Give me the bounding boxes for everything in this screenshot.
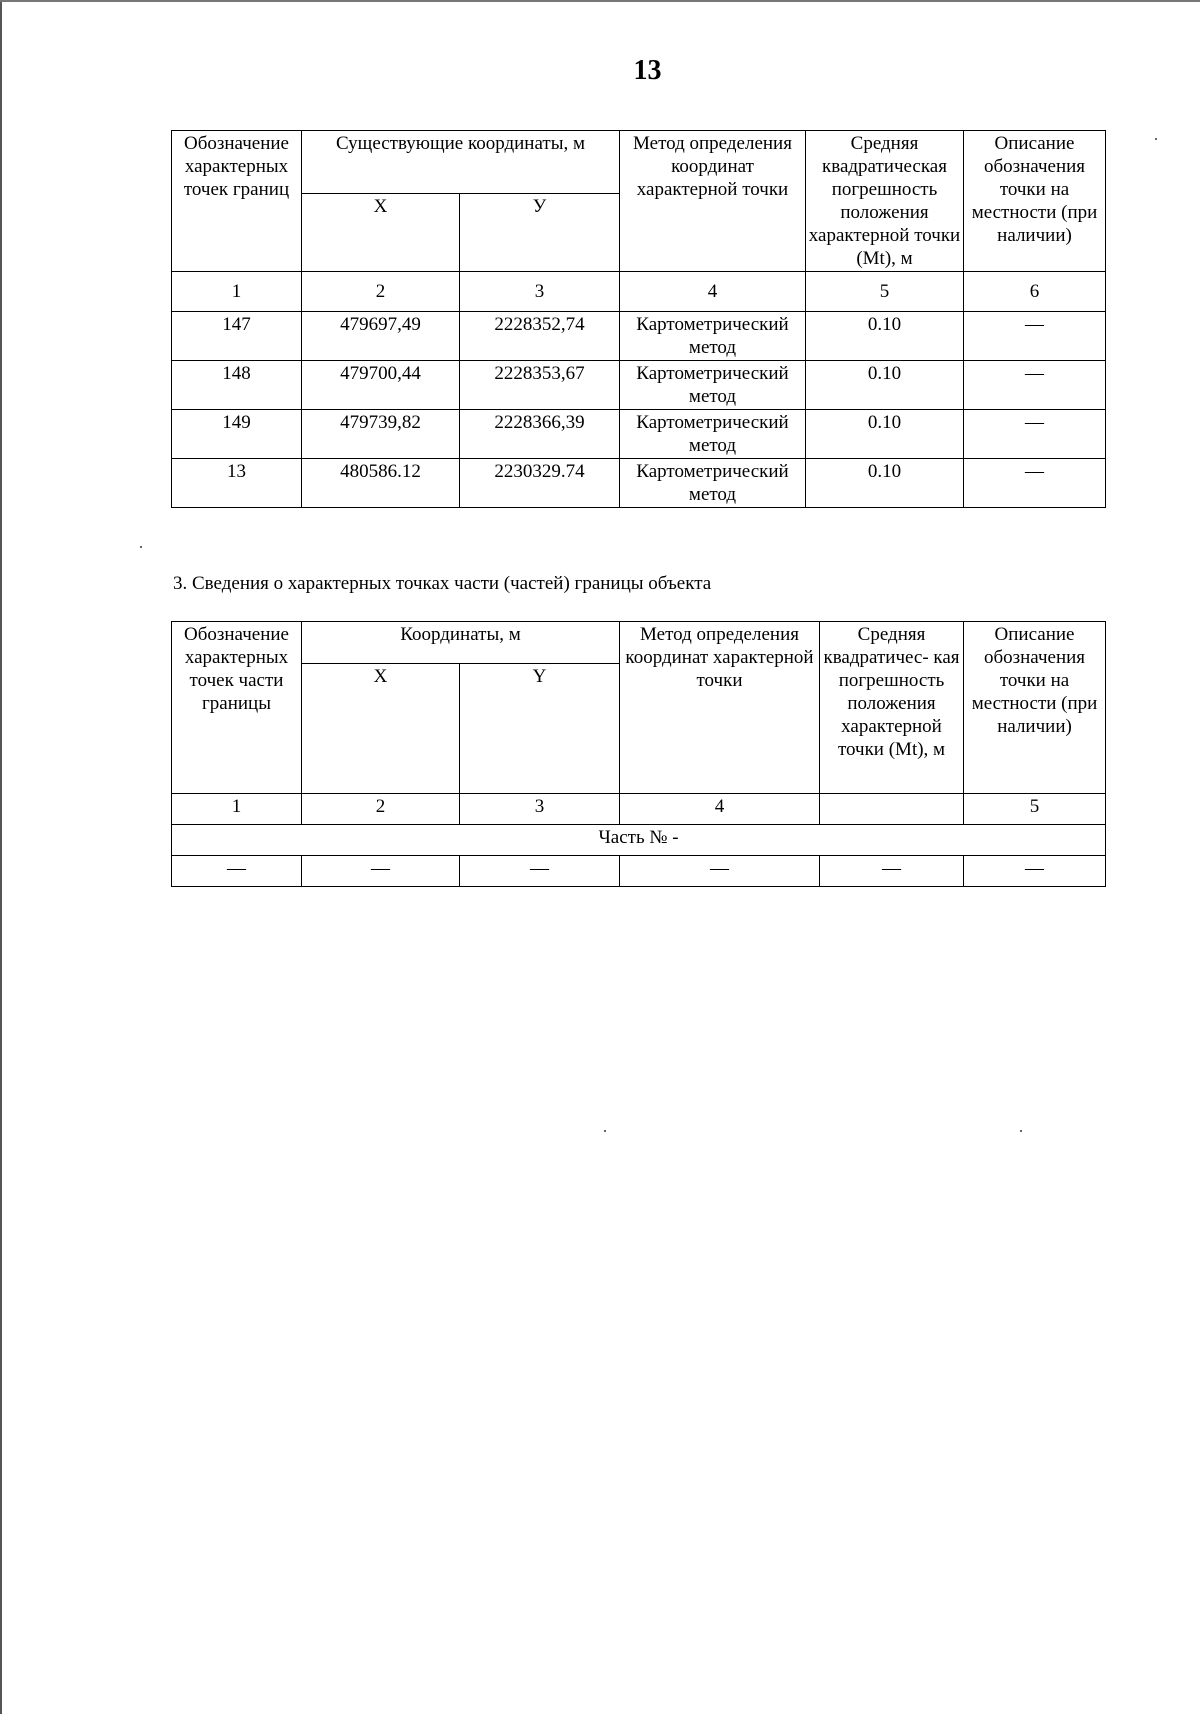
- column-number: 1: [172, 272, 302, 312]
- x-cell: 479697,49: [302, 312, 460, 361]
- y-cell: 2228352,74: [460, 312, 620, 361]
- header-x: X: [302, 664, 460, 794]
- table-row: [172, 856, 1106, 887]
- dash-cell: —: [460, 856, 620, 887]
- x-cell: 479700,44: [302, 361, 460, 410]
- description-cell: —: [964, 312, 1106, 361]
- column-number: 2: [302, 794, 460, 825]
- page-number: 13: [633, 55, 662, 86]
- column-number: 6: [964, 272, 1106, 312]
- header-coordinates: Существующие координаты, м: [302, 131, 620, 194]
- y-cell: 2228366,39: [460, 410, 620, 459]
- point-cell: 149: [172, 410, 302, 459]
- part-label-row: [172, 825, 1106, 856]
- method-cell: Картометрический метод: [620, 410, 806, 459]
- page-edge-left: [0, 0, 2, 1714]
- table-row: [172, 410, 1106, 459]
- method-cell: Картометрический метод: [620, 361, 806, 410]
- section-heading: 3. Сведения о характерных точках части (частей) границы объекта: [173, 573, 712, 594]
- header-y: Y: [460, 664, 620, 794]
- mean-error-cell: 0.10: [806, 410, 964, 459]
- column-number: 4: [620, 794, 820, 825]
- header-x: X: [302, 193, 460, 271]
- header-y: У: [460, 193, 620, 271]
- page-edge-top: [0, 0, 1200, 2]
- table-header-row: [172, 131, 1106, 194]
- mean-error-cell: 0.10: [806, 459, 964, 508]
- scan-speck: [604, 1130, 606, 1132]
- header-description: Описание обозначения точки на местности (при наличии): [964, 622, 1106, 794]
- description-cell: —: [964, 459, 1106, 508]
- table-row: [172, 459, 1106, 508]
- column-number-row: [172, 794, 1106, 825]
- mean-error-cell: 0.10: [806, 312, 964, 361]
- header-method: Метод определения координат характерной точки: [620, 622, 820, 794]
- table-row: [172, 312, 1106, 361]
- dash-cell: —: [964, 856, 1106, 887]
- header-description: Описание обозначения точки на местности (при наличии): [964, 131, 1106, 272]
- y-cell: 2228353,67: [460, 361, 620, 410]
- x-cell: 480586.12: [302, 459, 460, 508]
- table-header-row: [172, 622, 1106, 664]
- x-cell: 479739,82: [302, 410, 460, 459]
- scan-speck: [140, 546, 142, 548]
- column-number: 3: [460, 272, 620, 312]
- part-label: Часть № -: [172, 825, 1106, 856]
- column-number: [820, 794, 964, 825]
- method-cell: Картометрический метод: [620, 312, 806, 361]
- point-cell: 148: [172, 361, 302, 410]
- header-mean-error: Средняя квадратичес- кая погрешность положения характерной точки (Mt), м: [820, 622, 964, 794]
- column-number: 4: [620, 272, 806, 312]
- scan-speck: [1155, 138, 1157, 140]
- description-cell: —: [964, 361, 1106, 410]
- column-number: 5: [806, 272, 964, 312]
- column-number: 5: [964, 794, 1106, 825]
- dash-cell: —: [620, 856, 820, 887]
- coordinates-table: [171, 130, 1106, 508]
- header-mean-error: Средняя квадратическая погрешность положения характерной точки (Mt), м: [806, 131, 964, 272]
- mean-error-cell: 0.10: [806, 361, 964, 410]
- column-number: 1: [172, 794, 302, 825]
- header-coordinates: Координаты, м: [302, 622, 620, 664]
- column-number-row: [172, 272, 1106, 312]
- table-row: [172, 361, 1106, 410]
- dash-cell: —: [820, 856, 964, 887]
- method-cell: Картометрический метод: [620, 459, 806, 508]
- column-number: 3: [460, 794, 620, 825]
- dash-cell: —: [302, 856, 460, 887]
- point-cell: 147: [172, 312, 302, 361]
- header-method: Метод определения координат характерной точки: [620, 131, 806, 272]
- header-point-designation: Обозначение характерных точек границ: [172, 131, 302, 272]
- scan-speck: [1020, 1130, 1022, 1132]
- dash-cell: —: [172, 856, 302, 887]
- point-cell: 13: [172, 459, 302, 508]
- part-coordinates-table: [171, 621, 1106, 887]
- column-number: 2: [302, 272, 460, 312]
- header-point-designation: Обозначение характерных точек части границы: [172, 622, 302, 794]
- description-cell: —: [964, 410, 1106, 459]
- y-cell: 2230329.74: [460, 459, 620, 508]
